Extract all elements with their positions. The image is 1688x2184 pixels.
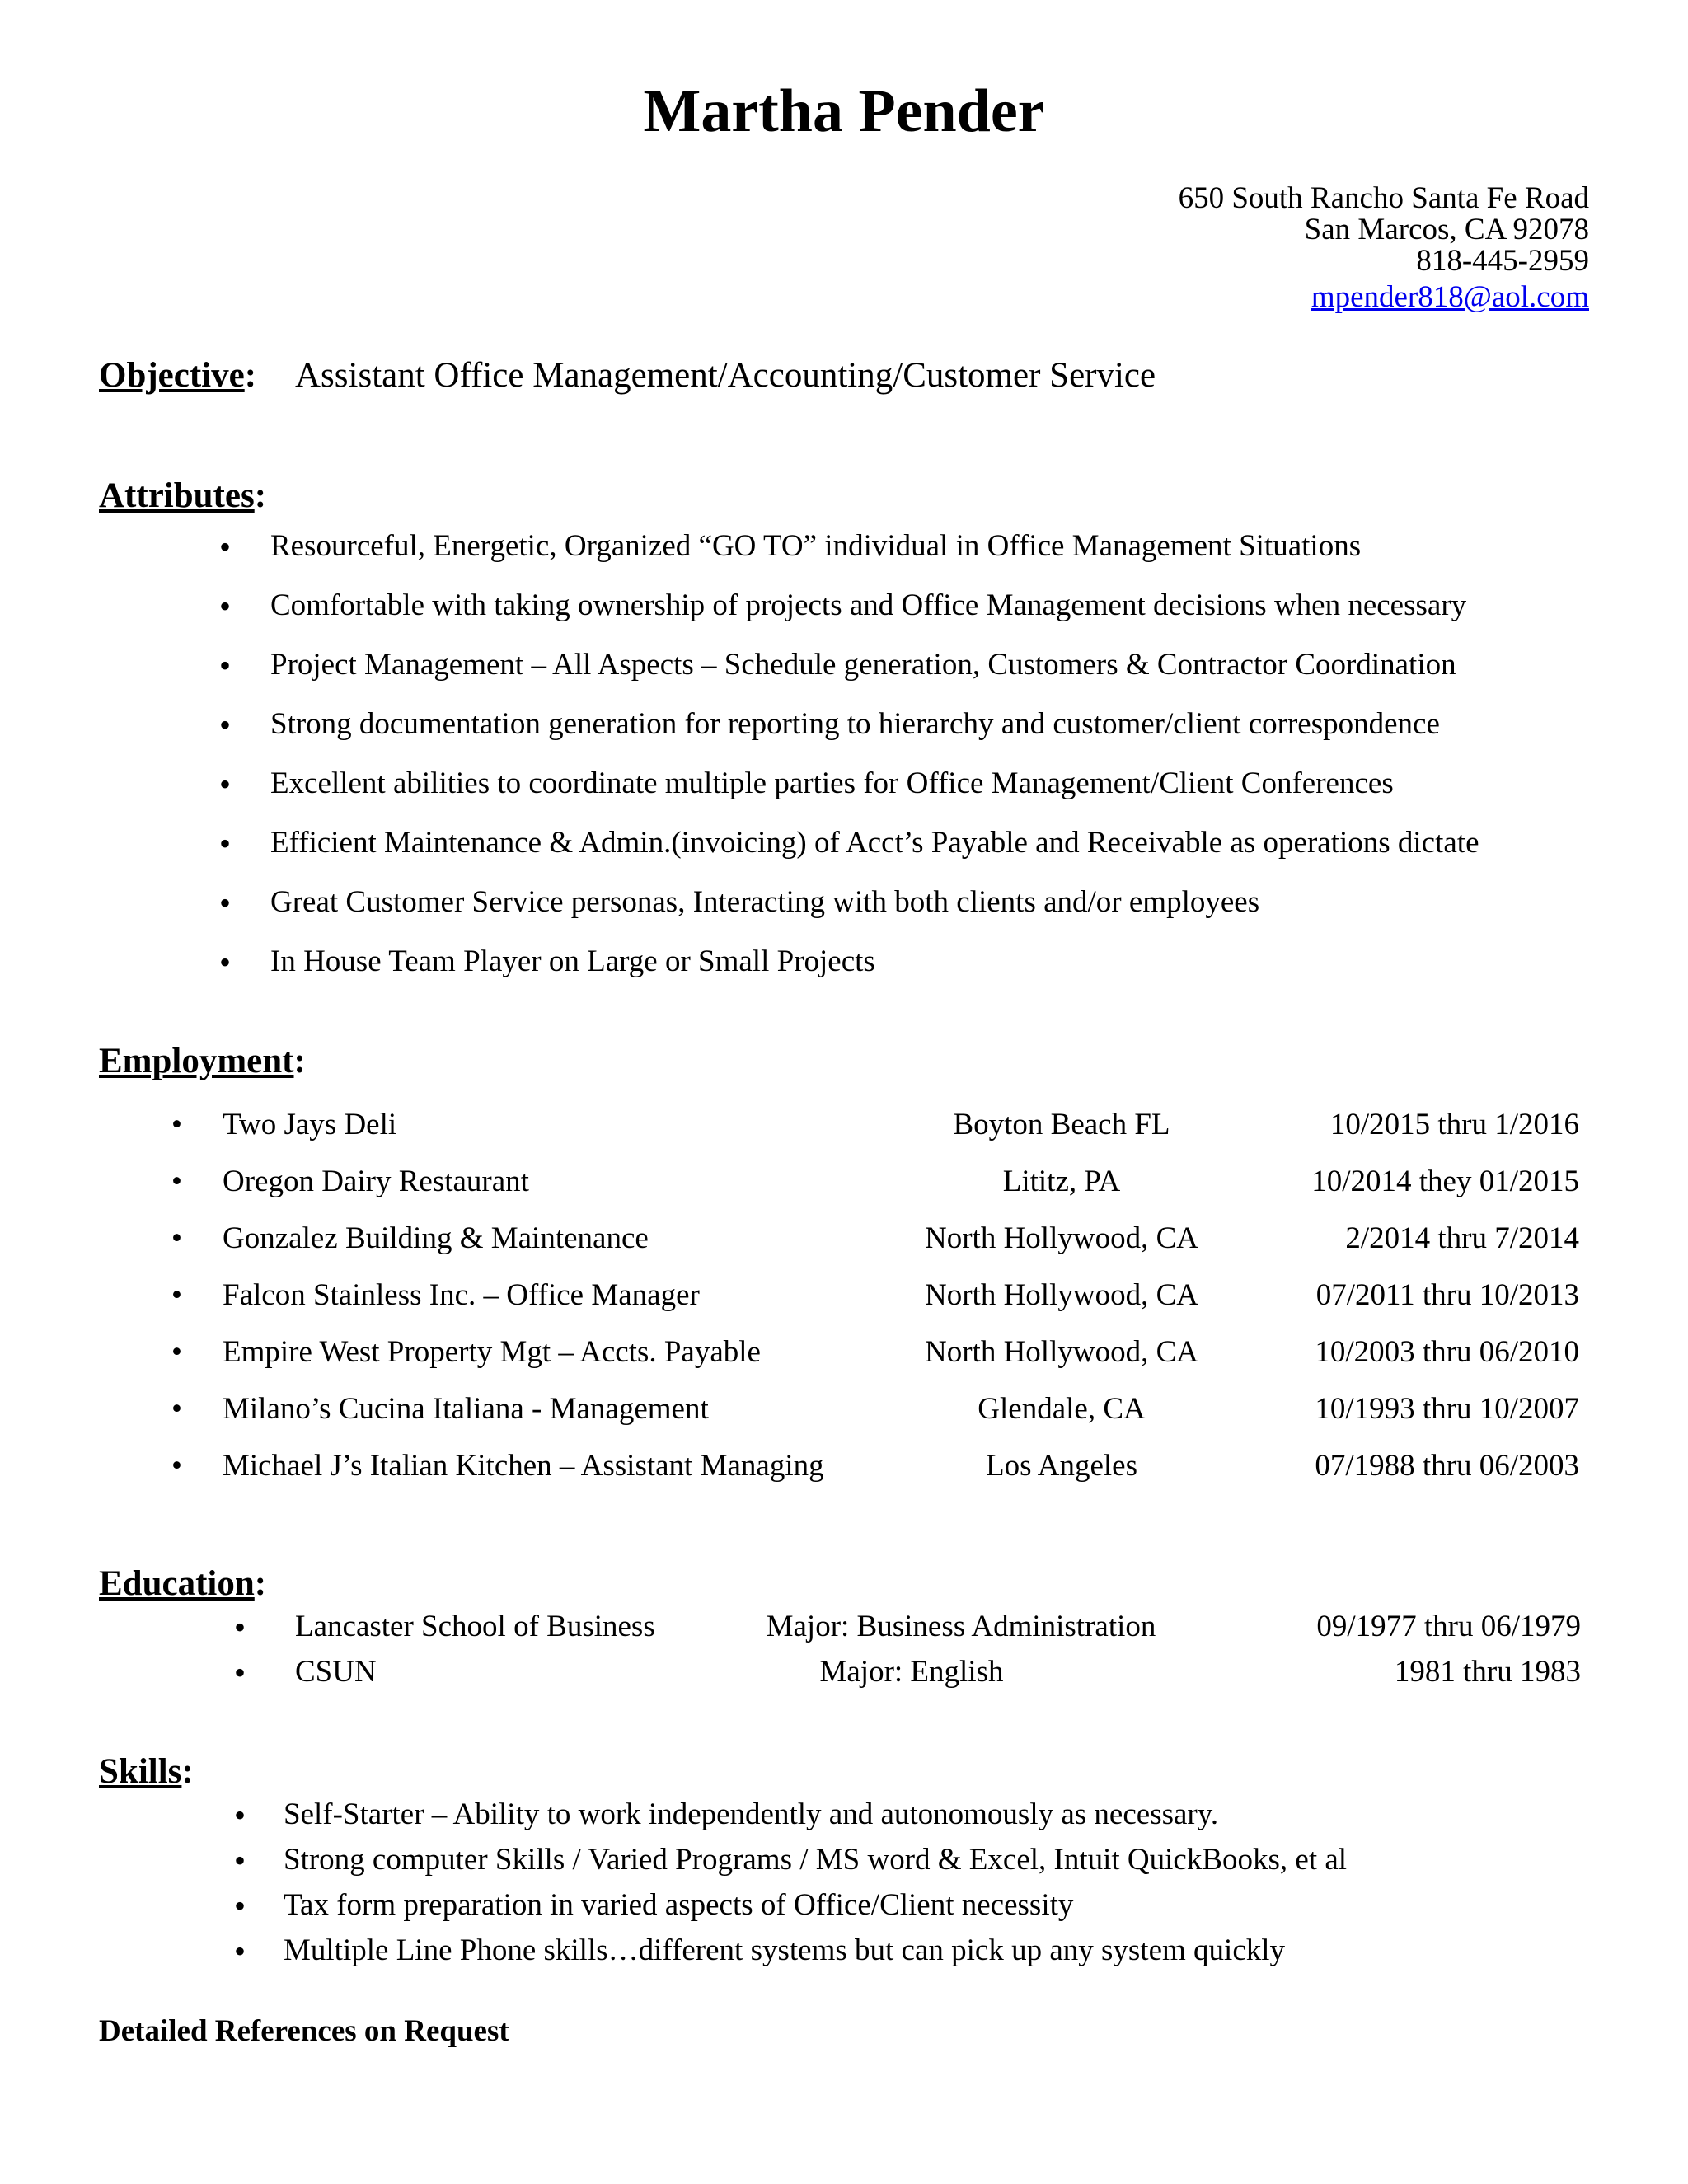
bullet-icon: • [219, 944, 232, 981]
bullet-icon: • [219, 825, 232, 862]
employment-company: Falcon Stainless Inc. – Office Manager [223, 1278, 700, 1312]
skills-heading: Skills: [99, 1752, 194, 1791]
education-major: Major: English [819, 1655, 1004, 1689]
employment-dates: 10/2003 thru 06/2010 [1315, 1335, 1579, 1369]
employment-dates: 07/2011 thru 10/2013 [1315, 1278, 1579, 1312]
employment-location: Glendale, CA [978, 1392, 1146, 1426]
employment-location: Los Angeles [986, 1449, 1137, 1483]
education-heading-label: Education [99, 1564, 255, 1603]
contact-address-line1: 650 South Rancho Santa Fe Road [1178, 181, 1589, 215]
employment-dates: 10/2015 thru 1/2016 [1329, 1108, 1579, 1141]
skill-item: Multiple Line Phone skills…different systems but can pick up any system quickly [284, 1933, 1286, 1967]
bullet-icon: • [234, 1654, 246, 1691]
bullet-icon: • [171, 1335, 182, 1369]
employment-location: North Hollywood, CA [925, 1278, 1198, 1312]
bullet-icon: • [171, 1221, 182, 1255]
objective-heading-label: Objective [99, 356, 245, 395]
attribute-item: Comfortable with taking ownership of projects and Office Management decisions when necessary [270, 588, 1467, 622]
education-school: CSUN [295, 1655, 377, 1689]
contact-address-line2: San Marcos, CA 92078 [1304, 213, 1589, 246]
attribute-item: Strong documentation generation for reporting to hierarchy and customer/client correspondence [270, 707, 1440, 741]
employment-dates: 10/2014 they 01/2015 [1311, 1165, 1579, 1198]
employment-location: North Hollywood, CA [925, 1335, 1198, 1369]
attribute-item: Resourceful, Energetic, Organized “GO TO” individual in Office Management Situations [270, 529, 1362, 563]
skills-heading-label: Skills [99, 1752, 182, 1791]
bullet-icon: • [171, 1278, 182, 1312]
references-note: Detailed References on Request [99, 2014, 509, 2048]
employment-company: Oregon Dairy Restaurant [223, 1165, 529, 1198]
attribute-item: Excellent abilities to coordinate multiple parties for Office Management/Client Conferences [270, 766, 1394, 800]
contact-phone: 818-445-2959 [1416, 244, 1589, 278]
bullet-icon: • [219, 706, 232, 743]
bullet-icon: • [171, 1165, 182, 1198]
bullet-icon: • [219, 588, 232, 625]
resume-name: Martha Pender [643, 77, 1045, 145]
employment-heading: Employment: [99, 1042, 306, 1080]
employment-company: Milano’s Cucina Italiana - Management [223, 1392, 709, 1426]
employment-company: Michael J’s Italian Kitchen – Assistant Managing [223, 1449, 824, 1483]
attribute-item: In House Team Player on Large or Small Projects [270, 944, 875, 978]
employment-location: Boyton Beach FL [953, 1108, 1170, 1141]
employment-company: Empire West Property Mgt – Accts. Payable [223, 1335, 761, 1369]
employment-dates: 10/1993 thru 10/2007 [1315, 1392, 1579, 1426]
education-dates: 1981 thru 1983 [1394, 1655, 1581, 1689]
objective-text: Assistant Office Management/Accounting/Customer Service [295, 356, 1156, 395]
education-major: Major: Business Administration [766, 1610, 1156, 1643]
employment-dates: 07/1988 thru 06/2003 [1315, 1449, 1579, 1483]
education-school: Lancaster School of Business [295, 1610, 655, 1643]
objective-heading: Objective: [99, 356, 257, 395]
employment-location: Lititz, PA [1002, 1165, 1121, 1198]
bullet-icon: • [171, 1392, 182, 1426]
attributes-heading-label: Attributes [99, 476, 255, 515]
employment-dates: 2/2014 thru 7/2014 [1345, 1221, 1579, 1255]
employment-heading-label: Employment [99, 1042, 294, 1080]
skill-item: Self-Starter – Ability to work independently and autonomously as necessary. [284, 1797, 1219, 1831]
employment-location: North Hollywood, CA [925, 1221, 1198, 1255]
education-heading: Education: [99, 1564, 267, 1603]
employment-company: Two Jays Deli [223, 1108, 397, 1141]
bullet-icon: • [219, 528, 232, 565]
employment-company: Gonzalez Building & Maintenance [223, 1221, 649, 1255]
bullet-icon: • [234, 1887, 246, 1924]
attribute-item: Project Management – All Aspects – Schedule generation, Customers & Contractor Coordination [270, 648, 1456, 682]
attributes-heading: Attributes: [99, 476, 267, 515]
bullet-icon: • [219, 766, 232, 803]
bullet-icon: • [234, 1609, 246, 1646]
contact-email-link[interactable]: mpender818@aol.com [1311, 280, 1589, 314]
attribute-item: Great Customer Service personas, Interacting with both clients and/or employees [270, 885, 1260, 919]
skill-item: Tax form preparation in varied aspects of Office/Client necessity [284, 1888, 1074, 1922]
bullet-icon: • [171, 1108, 182, 1141]
bullet-icon: • [234, 1933, 246, 1970]
education-dates: 09/1977 thru 06/1979 [1316, 1610, 1581, 1643]
attribute-item: Efficient Maintenance & Admin.(invoicing) of Acct’s Payable and Receivable as operations dictate [270, 826, 1479, 860]
skill-item: Strong computer Skills / Varied Programs / MS word & Excel, Intuit QuickBooks, et al [284, 1843, 1348, 1877]
bullet-icon: • [219, 884, 232, 921]
bullet-icon: • [234, 1842, 246, 1879]
bullet-icon: • [171, 1449, 182, 1483]
bullet-icon: • [234, 1797, 246, 1834]
bullet-icon: • [219, 647, 232, 684]
